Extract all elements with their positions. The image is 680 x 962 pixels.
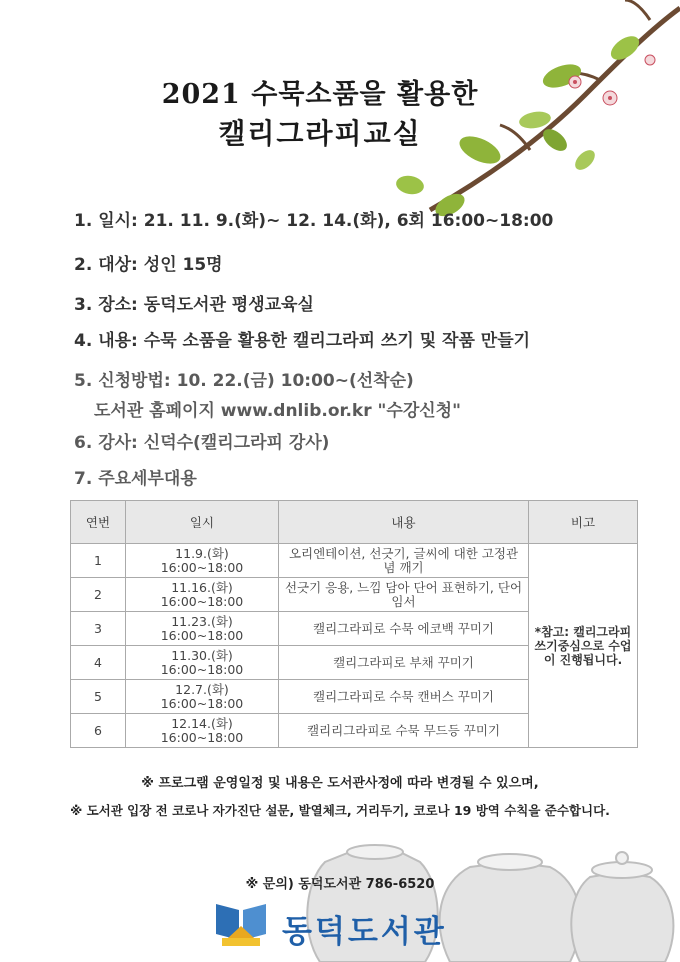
row-content: 캘리그라피로 수묵 캔버스 꾸미기 — [279, 680, 529, 714]
info-place: 3. 장소: 동덕도서관 평생교육실 — [74, 295, 314, 315]
header-note: 비고 — [529, 501, 638, 544]
row-no: 6 — [71, 714, 126, 748]
row-content: 오리엔테이션, 선긋기, 글씨에 대한 고정관념 깨기 — [279, 544, 529, 578]
header-date: 일시 — [126, 501, 279, 544]
notice-schedule-change: ※ 프로그램 운영일정 및 내용은 도서관사정에 따라 변경될 수 있으며, — [141, 776, 539, 791]
row-date: 11.9.(화) 16:00~18:00 — [126, 544, 279, 578]
info-content: 4. 내용: 수묵 소품을 활용한 캘리그라피 쓰기 및 작품 만들기 — [74, 331, 531, 351]
notice-covid-rules: ※ 도서관 입장 전 코로나 자가진단 설문, 발열체크, 거리두기, 코로나 19 방역 수칙을 준수합니다. — [70, 803, 610, 818]
row-content: 캘리그라피로 수묵 에코백 꾸미기 — [279, 612, 529, 646]
info-apply-site: 도서관 홈페이지 www.dnlib.or.kr "수강신청" — [94, 401, 461, 421]
library-logo-text: 동덕도서관 — [282, 914, 447, 950]
row-date: 11.16.(화) 16:00~18:00 — [126, 578, 279, 612]
row-no: 3 — [71, 612, 126, 646]
row-content: 캘리그라피로 부채 꾸미기 — [279, 646, 529, 680]
row-no: 5 — [71, 680, 126, 714]
page-title-line2: 캘리그라피교실 — [218, 117, 422, 150]
row-date: 12.7.(화) 16:00~18:00 — [126, 680, 279, 714]
header-no: 연번 — [71, 501, 126, 544]
row-date: 12.14.(화) 16:00~18:00 — [126, 714, 279, 748]
schedule-table — [70, 500, 638, 748]
page-title-line1: 2021 수묵소품을 활용한 — [161, 79, 479, 110]
row-date: 11.30.(화) 16:00~18:00 — [126, 646, 279, 680]
contact-info: ※ 문의) 동덕도서관 786-6520 — [245, 877, 435, 892]
row-no: 1 — [71, 544, 126, 578]
row-content: 캘리리그라피로 수묵 무드등 꾸미기 — [279, 714, 529, 748]
info-schedule: 1. 일시: 21. 11. 9.(화)~ 12. 14.(화), 6회 16:00~18:00 — [74, 211, 554, 231]
info-target: 2. 대상: 성인 15명 — [74, 255, 223, 275]
row-no: 2 — [71, 578, 126, 612]
info-instructor: 6. 강사: 신덕수(캘리그라피 강사) — [74, 433, 330, 453]
row-no: 4 — [71, 646, 126, 680]
row-date: 11.23.(화) 16:00~18:00 — [126, 612, 279, 646]
info-detail-heading: 7. 주요세부대용 — [74, 469, 197, 489]
row-content: 선긋기 응용, 느낌 담아 단어 표현하기, 단어 임서 — [279, 578, 529, 612]
header-content: 내용 — [279, 501, 529, 544]
table-row — [71, 544, 638, 578]
info-apply: 5. 신청방법: 10. 22.(금) 10:00~(선착순) — [74, 371, 414, 391]
note-cell: *참고: 캘리그라피쓰기중심으로 수업이 진행됩니다. — [529, 544, 638, 748]
library-logo-icon — [214, 900, 268, 950]
